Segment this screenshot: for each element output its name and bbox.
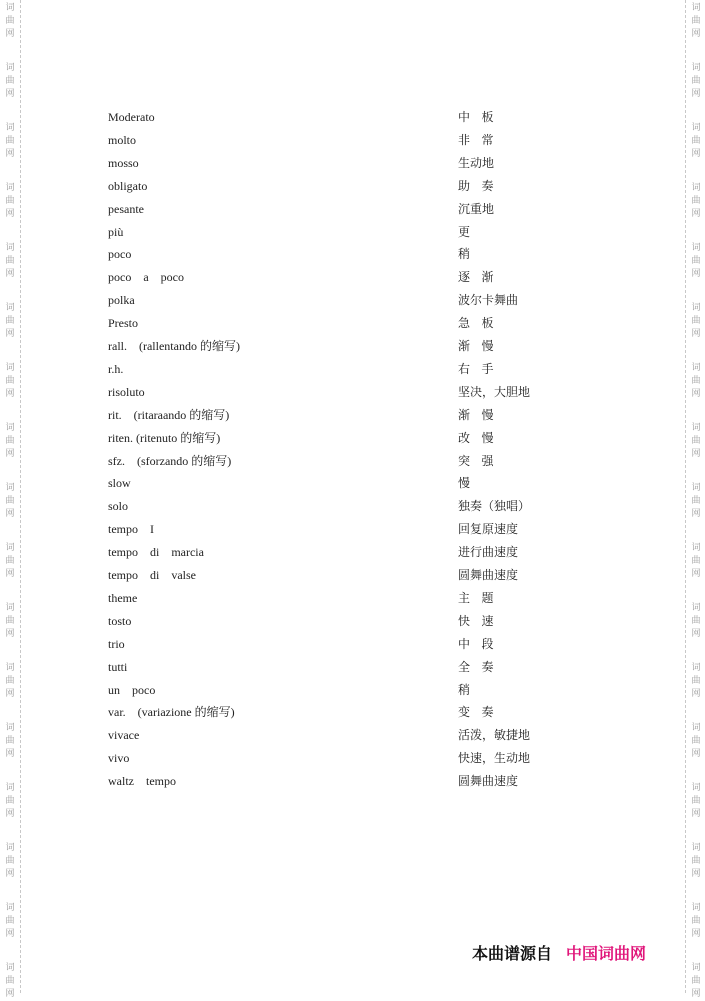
meaning-text: 生动地	[458, 155, 495, 170]
term-text: un poco	[108, 682, 156, 697]
watermark-char: 词	[5, 483, 15, 493]
watermark-char: 曲	[5, 856, 15, 866]
watermark-char: 网	[5, 809, 15, 819]
term-text: slow	[108, 476, 131, 491]
term-text: rall. (rallentando 的缩写)	[108, 339, 240, 353]
meaning-text: 慢	[458, 476, 471, 491]
watermark-char: 网	[691, 149, 701, 159]
watermark-group	[688, 62, 704, 101]
footer-site-link[interactable]: 中国词曲网	[566, 944, 647, 963]
term-text: risoluto	[108, 384, 145, 399]
meaning-text: 稍	[458, 682, 471, 697]
watermark-char: 网	[5, 509, 15, 519]
watermark-char: 网	[691, 629, 701, 639]
watermark-group	[2, 902, 18, 941]
glossary-row	[0, 315, 705, 338]
term-text: r.h.	[108, 361, 124, 376]
term-text: molto	[108, 132, 137, 147]
watermark-char: 网	[5, 929, 15, 939]
glossary-row	[0, 155, 705, 178]
glossary-row	[0, 132, 705, 155]
watermark-char: 词	[691, 123, 701, 133]
watermark-char: 词	[5, 543, 15, 553]
watermark-char: 词	[691, 723, 701, 733]
watermark-char: 曲	[5, 736, 15, 746]
meaning-text: 渐 慢	[458, 339, 494, 353]
glossary-row	[0, 338, 705, 361]
watermark-char: 曲	[5, 316, 15, 326]
watermark-char: 词	[691, 483, 701, 493]
meaning-text: 快 速	[458, 613, 494, 628]
watermark-char: 曲	[691, 376, 701, 386]
watermark-char: 曲	[691, 796, 701, 806]
glossary-row	[0, 292, 705, 315]
meaning-text: 助 奏	[458, 178, 494, 193]
watermark-group	[2, 842, 18, 881]
watermark-char: 词	[691, 183, 701, 193]
glossary-row	[0, 201, 705, 224]
watermark-char: 曲	[691, 436, 701, 446]
watermark-char: 词	[691, 63, 701, 73]
watermark-char: 曲	[691, 556, 701, 566]
glossary-row	[0, 636, 705, 659]
meaning-text: 全 奏	[458, 659, 494, 674]
term-text: mosso	[108, 155, 139, 170]
glossary-row	[0, 544, 705, 567]
watermark-char: 网	[691, 689, 701, 699]
meaning-text: 独奏（独唱）	[458, 499, 531, 514]
watermark-char: 曲	[691, 496, 701, 506]
watermark-char: 词	[691, 543, 701, 553]
meaning-text: 沉重地	[458, 201, 495, 216]
watermark-char: 词	[5, 63, 15, 73]
watermark-char: 词	[5, 603, 15, 613]
meaning-text: 坚决，大胆地	[458, 384, 531, 399]
watermark-char: 曲	[5, 196, 15, 206]
term-text: waltz tempo	[108, 774, 176, 789]
watermark-char: 网	[5, 149, 15, 159]
watermark-char: 网	[691, 509, 701, 519]
watermark-char: 曲	[5, 796, 15, 806]
watermark-char: 曲	[5, 556, 15, 566]
term-text: rit. (ritaraando 的缩写)	[108, 407, 230, 422]
term-text: tempo di valse	[108, 568, 196, 582]
watermark-char: 网	[691, 929, 701, 939]
glossary-row	[0, 567, 705, 590]
glossary-row	[0, 453, 705, 476]
watermark-char: 曲	[691, 16, 701, 26]
watermark-char: 曲	[691, 676, 701, 686]
watermark-group	[2, 2, 18, 41]
glossary-row	[0, 269, 705, 292]
watermark-char: 曲	[691, 736, 701, 746]
glossary-row	[0, 750, 705, 773]
glossary-row	[0, 246, 705, 269]
watermark-char: 网	[691, 809, 701, 819]
meaning-text: 突 强	[458, 453, 494, 468]
meaning-text: 活泼，敏捷地	[458, 728, 531, 743]
watermark-char: 词	[691, 783, 701, 793]
watermark-char: 网	[5, 89, 15, 99]
watermark-char: 网	[691, 29, 701, 39]
glossary-row	[0, 727, 705, 750]
meaning-text: 快速，生动地	[458, 751, 531, 766]
watermark-char: 网	[691, 449, 701, 459]
term-text: riten. (ritenuto 的缩写)	[108, 430, 221, 445]
watermark-group	[688, 962, 704, 1001]
watermark-char: 曲	[5, 916, 15, 926]
watermark-char: 词	[691, 243, 701, 253]
meaning-text: 进行曲速度	[458, 545, 519, 560]
watermark-char: 词	[5, 243, 15, 253]
glossary-row	[0, 773, 705, 796]
watermark-char: 词	[5, 183, 15, 193]
watermark-char: 曲	[5, 376, 15, 386]
watermark-char: 网	[5, 329, 15, 339]
watermark-char: 词	[5, 423, 15, 433]
watermark-char: 词	[691, 3, 701, 13]
watermark-group	[688, 902, 704, 941]
glossary-row	[0, 590, 705, 613]
term-text: tempo I	[108, 522, 154, 537]
meaning-text: 主 题	[458, 590, 494, 605]
watermark-char: 曲	[691, 916, 701, 926]
watermark-char: 曲	[5, 16, 15, 26]
watermark-char: 词	[5, 723, 15, 733]
term-text: tempo di marcia	[108, 545, 204, 560]
glossary-row	[0, 613, 705, 636]
meaning-text: 中 段	[458, 636, 494, 651]
term-text: theme	[108, 590, 138, 605]
watermark-char: 词	[5, 783, 15, 793]
watermark-char: 曲	[691, 76, 701, 86]
watermark-char: 网	[691, 209, 701, 219]
watermark-char: 词	[5, 363, 15, 373]
term-text: obligato	[108, 178, 148, 193]
watermark-char: 曲	[691, 136, 701, 146]
glossary-row	[0, 178, 705, 201]
term-text: tutti	[108, 659, 128, 674]
term-text: var. (variazione 的缩写)	[108, 705, 235, 720]
watermark-char: 网	[691, 329, 701, 339]
meaning-text: 变 奏	[458, 705, 494, 720]
watermark-char: 曲	[5, 76, 15, 86]
watermark-group	[2, 962, 18, 1001]
glossary-row	[0, 498, 705, 521]
glossary-row	[0, 224, 705, 247]
glossary-row	[0, 361, 705, 384]
watermark-char: 网	[691, 989, 701, 999]
meaning-text: 回复原速度	[458, 522, 519, 537]
watermark-char: 网	[5, 29, 15, 39]
watermark-char: 词	[691, 663, 701, 673]
watermark-char: 词	[691, 963, 701, 973]
meaning-text: 波尔卡舞曲	[458, 293, 519, 308]
watermark-char: 曲	[5, 256, 15, 266]
watermark-char: 网	[5, 869, 15, 879]
watermark-char: 网	[5, 689, 15, 699]
watermark-char: 词	[691, 903, 701, 913]
watermark-char: 曲	[691, 616, 701, 626]
watermark-char: 网	[5, 629, 15, 639]
watermark-group	[688, 2, 704, 41]
meaning-text: 非 常	[458, 132, 494, 147]
watermark-char: 网	[5, 209, 15, 219]
glossary-row	[0, 430, 705, 453]
watermark-char: 曲	[5, 616, 15, 626]
watermark-char: 曲	[691, 256, 701, 266]
watermark-group	[688, 842, 704, 881]
meaning-text: 稍	[458, 247, 471, 262]
term-text: Presto	[108, 316, 138, 331]
glossary-row	[0, 682, 705, 705]
watermark-char: 词	[5, 903, 15, 913]
watermark-char: 词	[691, 363, 701, 373]
glossary-row	[0, 521, 705, 544]
glossary-row	[0, 384, 705, 407]
term-text: vivo	[108, 751, 130, 766]
term-text: vivace	[108, 728, 140, 743]
term-text: pesante	[108, 201, 144, 216]
watermark-char: 词	[5, 123, 15, 133]
watermark-char: 网	[691, 89, 701, 99]
watermark-char: 网	[691, 749, 701, 759]
meaning-text: 改 慢	[458, 430, 494, 445]
term-text: più	[108, 224, 124, 239]
source-footer	[472, 944, 646, 964]
watermark-char: 曲	[5, 496, 15, 506]
watermark-char: 网	[5, 569, 15, 579]
watermark-char: 网	[691, 869, 701, 879]
meaning-text: 急 板	[458, 316, 494, 331]
watermark-char: 网	[691, 389, 701, 399]
watermark-char: 网	[691, 269, 701, 279]
glossary-row	[0, 659, 705, 682]
glossary-row	[0, 704, 705, 727]
watermark-char: 曲	[691, 196, 701, 206]
footer-source-label: 本曲谱源自	[472, 944, 553, 963]
watermark-char: 词	[5, 843, 15, 853]
meaning-text: 逐 渐	[458, 270, 494, 285]
term-text: tosto	[108, 613, 132, 628]
watermark-char: 曲	[691, 856, 701, 866]
watermark-char: 词	[691, 843, 701, 853]
watermark-char: 词	[691, 303, 701, 313]
meaning-text: 渐 慢	[458, 407, 494, 422]
glossary-row	[0, 475, 705, 498]
watermark-char: 词	[5, 963, 15, 973]
watermark-char: 曲	[691, 976, 701, 986]
watermark-char: 曲	[5, 676, 15, 686]
watermark-char: 词	[5, 303, 15, 313]
term-text: solo	[108, 499, 129, 514]
watermark-char: 词	[5, 3, 15, 13]
watermark-char: 曲	[691, 316, 701, 326]
watermark-char: 网	[5, 389, 15, 399]
meaning-text: 圆舞曲速度	[458, 568, 519, 582]
meaning-text: 更	[458, 224, 471, 239]
watermark-char: 网	[5, 749, 15, 759]
watermark-char: 词	[5, 663, 15, 673]
watermark-group	[2, 62, 18, 101]
term-text: trio	[108, 636, 125, 651]
watermark-char: 词	[691, 603, 701, 613]
term-text: Moderato	[108, 110, 155, 124]
glossary-row	[0, 407, 705, 430]
glossary-row	[0, 109, 705, 132]
watermark-char: 网	[691, 569, 701, 579]
watermark-char: 曲	[5, 976, 15, 986]
term-text: polka	[108, 293, 135, 308]
watermark-char: 网	[5, 269, 15, 279]
watermark-char: 网	[5, 989, 15, 999]
term-text: poco	[108, 247, 132, 262]
term-text: poco a poco	[108, 270, 184, 285]
watermark-char: 曲	[5, 136, 15, 146]
watermark-char: 网	[5, 449, 15, 459]
meaning-text: 右 手	[458, 361, 494, 376]
term-text: sfz. (sforzando 的缩写)	[108, 453, 232, 468]
meaning-text: 圆舞曲速度	[458, 774, 519, 789]
watermark-char: 词	[691, 423, 701, 433]
watermark-char: 曲	[5, 436, 15, 446]
meaning-text: 中 板	[458, 110, 494, 124]
